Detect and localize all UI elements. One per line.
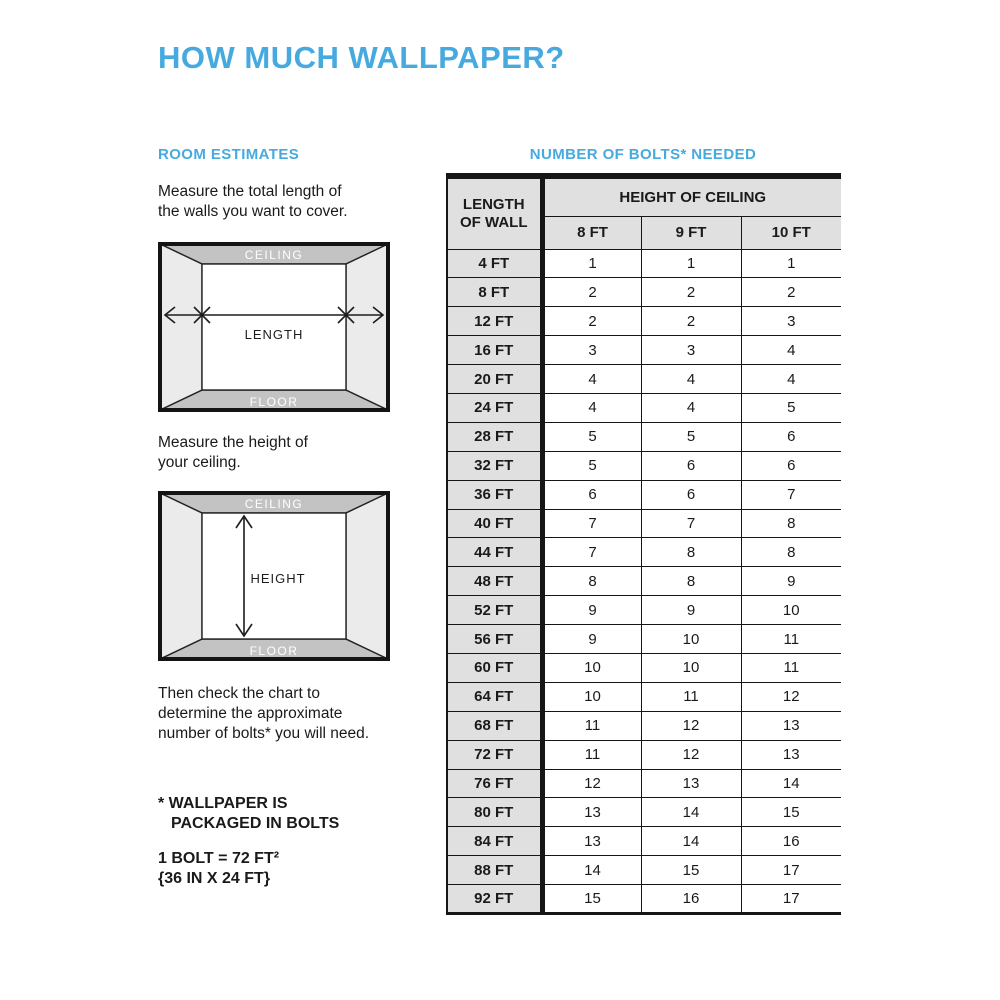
bolt-count-cell: 8 — [741, 538, 841, 567]
step3-instruction: Then check the chart to determine the approximate number of bolts* you will need. — [158, 685, 370, 742]
table-row — [447, 278, 841, 307]
wall-length-cell: 72 FT — [447, 740, 542, 769]
bolt-count-cell: 4 — [641, 393, 741, 422]
bolt-count-cell: 13 — [542, 827, 641, 856]
bolt-count-cell: 14 — [741, 769, 841, 798]
column-header-9ft: 9 FT — [641, 216, 741, 249]
ceiling-label: CEILING — [244, 497, 304, 511]
bolt-count-cell: 13 — [741, 740, 841, 769]
right-wall-panel — [346, 493, 388, 659]
bolt-count-cell: 7 — [641, 509, 741, 538]
bolt-count-cell: 2 — [542, 278, 641, 307]
bolt-count-cell: 3 — [641, 336, 741, 365]
bolt-count-cell: 12 — [741, 682, 841, 711]
bolt-count-cell: 7 — [542, 509, 641, 538]
wall-length-cell: 32 FT — [447, 451, 542, 480]
table-row — [447, 336, 841, 365]
bolt-count-cell: 16 — [741, 827, 841, 856]
wall-length-cell: 80 FT — [447, 798, 542, 827]
wall-length-cell: 52 FT — [447, 596, 542, 625]
table-row — [447, 769, 841, 798]
bolt-count-cell: 7 — [741, 480, 841, 509]
step2-instruction: Measure the height of your ceiling. — [158, 434, 308, 471]
room-length-diagram — [158, 242, 390, 417]
bolt-count-cell: 12 — [542, 769, 641, 798]
footnote-line2: PACKAGED IN BOLTS — [171, 815, 340, 832]
bolt-count-cell: 6 — [741, 451, 841, 480]
left-wall-panel — [160, 493, 202, 659]
bolt-count-cell: 11 — [741, 625, 841, 654]
bolt-count-cell: 9 — [741, 567, 841, 596]
table-row — [447, 451, 841, 480]
table-row — [447, 740, 841, 769]
bolt-count-cell: 8 — [741, 509, 841, 538]
bolts-table-container — [446, 173, 841, 915]
column-header-10ft: 10 FT — [741, 216, 841, 249]
bolt-count-cell: 12 — [641, 740, 741, 769]
wallpaper-bolts-footnote — [158, 794, 339, 834]
bolt-count-cell: 8 — [641, 538, 741, 567]
bolt-count-cell: 10 — [542, 682, 641, 711]
bolt-count-cell: 2 — [741, 278, 841, 307]
bolt-count-cell: 10 — [641, 625, 741, 654]
bolt-count-cell: 1 — [741, 249, 841, 278]
right-wall-panel — [346, 244, 388, 410]
bolt-count-cell: 4 — [741, 365, 841, 394]
wall-length-cell: 20 FT — [447, 365, 542, 394]
table-row — [447, 365, 841, 394]
bolt-count-cell: 15 — [641, 856, 741, 885]
footnote-line1: * WALLPAPER IS — [158, 795, 288, 812]
bolt-count-cell: 10 — [542, 653, 641, 682]
bolt-count-cell: 14 — [641, 798, 741, 827]
bolt-count-cell: 15 — [542, 885, 641, 914]
bolt-count-cell: 2 — [542, 307, 641, 336]
wall-length-cell: 64 FT — [447, 682, 542, 711]
bolt-count-cell: 3 — [741, 307, 841, 336]
page-title: HOW MUCH WALLPAPER? — [158, 40, 565, 75]
bolt-count-cell: 11 — [741, 653, 841, 682]
bolt-count-cell: 6 — [741, 422, 841, 451]
bolt-count-cell: 11 — [542, 711, 641, 740]
bolts-table-body — [447, 249, 841, 913]
room-estimates-heading: ROOM ESTIMATES — [158, 146, 300, 163]
bolt-count-cell: 4 — [542, 365, 641, 394]
bolt-count-cell: 4 — [542, 393, 641, 422]
wall-length-cell: 40 FT — [447, 509, 542, 538]
bolt-count-cell: 5 — [741, 393, 841, 422]
wall-length-cell: 56 FT — [447, 625, 542, 654]
wall-length-cell: 68 FT — [447, 711, 542, 740]
table-row — [447, 827, 841, 856]
table-row — [447, 798, 841, 827]
wall-length-cell: 12 FT — [447, 307, 542, 336]
table-row — [447, 711, 841, 740]
bolt-count-cell: 9 — [542, 625, 641, 654]
bolt-count-cell: 4 — [641, 365, 741, 394]
bolt-count-cell: 16 — [641, 885, 741, 914]
bolt-count-cell: 6 — [542, 480, 641, 509]
bolt-count-cell: 10 — [641, 653, 741, 682]
wall-length-cell: 76 FT — [447, 769, 542, 798]
bolt-count-cell: 11 — [641, 682, 741, 711]
room-height-diagram — [158, 491, 390, 666]
table-row — [447, 480, 841, 509]
step1-instruction: Measure the total length of the walls you want to cover. — [158, 183, 348, 220]
bolt-definition: 1 BOLT = 72 FT² {36 IN X 24 FT} — [158, 850, 280, 887]
bolt-count-cell: 9 — [542, 596, 641, 625]
bolt-count-cell: 10 — [741, 596, 841, 625]
floor-label: FLOOR — [249, 395, 299, 409]
bolt-count-cell: 2 — [641, 278, 741, 307]
column-header-8ft: 8 FT — [542, 216, 641, 249]
table-row — [447, 538, 841, 567]
bolt-count-cell: 11 — [542, 740, 641, 769]
table-row — [447, 307, 841, 336]
wall-length-cell: 44 FT — [447, 538, 542, 567]
left-wall-panel — [160, 244, 202, 410]
bolt-count-cell: 5 — [641, 422, 741, 451]
wall-length-cell: 88 FT — [447, 856, 542, 885]
wall-length-cell: 48 FT — [447, 567, 542, 596]
ceiling-label: CEILING — [244, 248, 304, 262]
table-row — [447, 885, 841, 914]
height-label: HEIGHT — [250, 571, 306, 586]
bolts-table — [446, 173, 841, 915]
table-row — [447, 682, 841, 711]
wall-length-cell: 28 FT — [447, 422, 542, 451]
wall-length-cell: 60 FT — [447, 653, 542, 682]
table-row — [447, 653, 841, 682]
ceiling-height-group-header: HEIGHT OF CEILING — [542, 176, 841, 216]
bolt-count-cell: 1 — [542, 249, 641, 278]
floor-label: FLOOR — [249, 644, 299, 658]
wall-length-cell: 16 FT — [447, 336, 542, 365]
length-label: LENGTH — [244, 327, 304, 342]
bolt-count-cell: 3 — [542, 336, 641, 365]
bolt-count-cell: 6 — [641, 480, 741, 509]
wall-length-cell: 84 FT — [447, 827, 542, 856]
table-row — [447, 509, 841, 538]
wall-length-column-header: LENGTH OF WALL — [447, 176, 542, 249]
bolts-needed-heading: NUMBER OF BOLTS* NEEDED — [529, 146, 757, 163]
table-row — [447, 422, 841, 451]
bolt-count-cell: 9 — [641, 596, 741, 625]
bolt-count-cell: 4 — [741, 336, 841, 365]
bolt-count-cell: 17 — [741, 856, 841, 885]
bolt-count-cell: 13 — [641, 769, 741, 798]
wall-length-cell: 4 FT — [447, 249, 542, 278]
bolt-count-cell: 8 — [542, 567, 641, 596]
table-row — [447, 856, 841, 885]
bolt-count-cell: 5 — [542, 451, 641, 480]
bolt-count-cell: 13 — [542, 798, 641, 827]
bolt-count-cell: 14 — [641, 827, 741, 856]
table-row — [447, 249, 841, 278]
bolt-count-cell: 14 — [542, 856, 641, 885]
bolt-count-cell: 7 — [542, 538, 641, 567]
table-row — [447, 596, 841, 625]
bolt-count-cell: 5 — [542, 422, 641, 451]
wall-length-cell: 36 FT — [447, 480, 542, 509]
bolt-count-cell: 1 — [641, 249, 741, 278]
bolt-count-cell: 17 — [741, 885, 841, 914]
table-row — [447, 625, 841, 654]
table-row — [447, 393, 841, 422]
bolt-count-cell: 2 — [641, 307, 741, 336]
bolt-count-cell: 15 — [741, 798, 841, 827]
wall-length-cell: 24 FT — [447, 393, 542, 422]
bolt-count-cell: 13 — [741, 711, 841, 740]
bolt-count-cell: 8 — [641, 567, 741, 596]
wall-length-cell: 8 FT — [447, 278, 542, 307]
bolt-count-cell: 6 — [641, 451, 741, 480]
table-row — [447, 567, 841, 596]
wall-length-cell: 92 FT — [447, 885, 542, 914]
bolt-count-cell: 12 — [641, 711, 741, 740]
